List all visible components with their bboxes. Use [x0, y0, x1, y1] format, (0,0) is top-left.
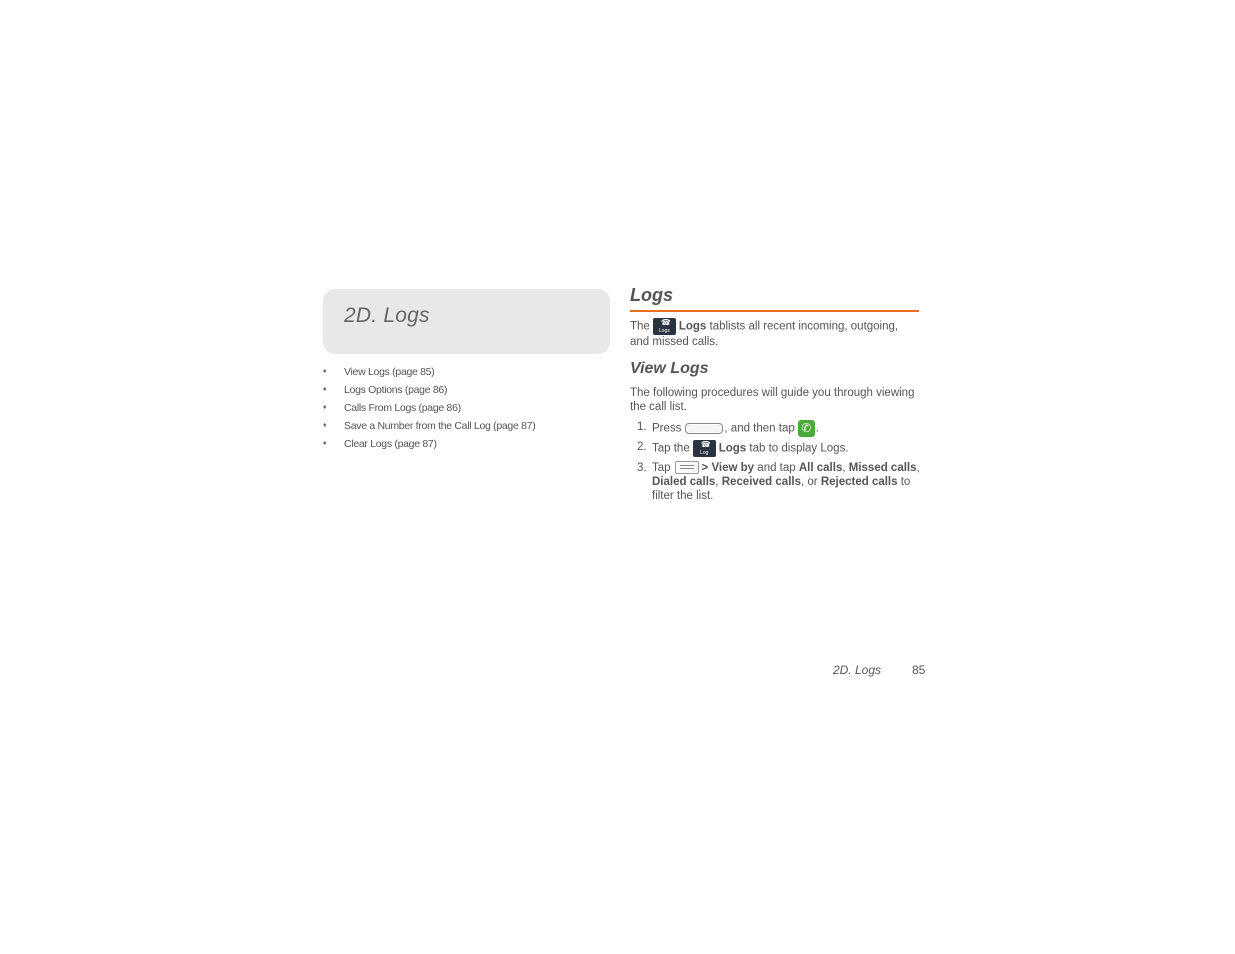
phone-app-icon: ✆ — [798, 420, 815, 437]
toc-item[interactable] — [323, 402, 613, 420]
step-bold-all-calls: All calls — [798, 462, 843, 474]
toc-item-text: Clear Logs (page 87) — [344, 438, 437, 450]
step-comma: , — [715, 476, 719, 488]
phone-handset-icon: ☎ — [700, 440, 711, 449]
subsection-intro: The following procedures will guide you through viewing the call list. — [630, 387, 915, 413]
chapter-header-box — [323, 289, 610, 354]
step-text-pre: Tap the — [652, 442, 690, 455]
step-number: 3. — [637, 462, 647, 474]
intro-text-bold: Logs — [678, 320, 707, 333]
step-text-post: , and then tap — [724, 422, 795, 435]
section-intro — [630, 318, 920, 349]
diamond-bullet-icon: ♦ — [323, 368, 327, 375]
step-comma: , — [842, 462, 846, 474]
step-text-pre: Tap — [652, 462, 671, 474]
menu-key-icon — [675, 461, 699, 474]
step-bold-missed-calls: Missed calls — [848, 462, 917, 474]
step-or: , or — [800, 476, 818, 488]
step-bold-rejected-calls: Rejected calls — [820, 476, 898, 488]
step-text: and tap — [757, 462, 796, 474]
chapter-title: 2D. Logs — [344, 304, 430, 327]
toc-item[interactable] — [323, 420, 613, 438]
diamond-bullet-icon: ♦ — [323, 404, 327, 411]
toc-item-text: Logs Options (page 86) — [344, 384, 448, 396]
step-text-bold: Logs — [718, 442, 747, 455]
page-number: 85 — [912, 663, 926, 677]
section-title: Logs — [630, 285, 673, 305]
step-gt: > — [701, 462, 709, 474]
step-number: 1. — [637, 421, 647, 433]
main-content — [630, 283, 920, 503]
step-item — [630, 461, 920, 503]
logs-tab-icon — [693, 440, 716, 457]
logs-icon-label: Logs — [658, 328, 670, 334]
diamond-bullet-icon: ♦ — [323, 386, 327, 393]
subsection-title: View Logs — [630, 360, 709, 377]
procedure-steps — [630, 420, 920, 503]
logs-tab-icon — [653, 318, 676, 335]
phone-handset-icon: ☎ — [660, 318, 671, 327]
section-divider — [630, 310, 919, 312]
chapter-toc — [323, 366, 613, 456]
step-bold-view-by: View by — [711, 462, 755, 474]
toc-item[interactable] — [323, 384, 613, 402]
diamond-bullet-icon: ♦ — [323, 422, 327, 429]
toc-item-text: View Logs (page 85) — [344, 366, 435, 378]
step-number: 2. — [637, 441, 647, 453]
toc-item-text: Save a Number from the Call Log (page 87) — [344, 420, 536, 432]
toc-item[interactable] — [323, 366, 613, 384]
intro-text-pre: The — [630, 320, 650, 333]
step-bold-received-calls: Received calls — [721, 476, 801, 488]
footer-section-name: 2D. Logs — [833, 663, 882, 677]
step-text-pre: Press — [652, 422, 682, 435]
home-key-icon — [685, 423, 723, 434]
step-item — [630, 420, 920, 440]
diamond-bullet-icon: ♦ — [323, 440, 327, 447]
step-item — [630, 440, 920, 461]
toc-item-text: Calls From Logs (page 86) — [344, 402, 461, 414]
logs-icon-label: Log — [700, 450, 709, 456]
step-text-end: . — [815, 422, 819, 435]
toc-item[interactable] — [323, 438, 613, 456]
step-bold-dialed-calls: Dialed calls — [652, 476, 716, 488]
step-text-end: to filter the list. — [652, 476, 911, 502]
intro-text-post: tablists all recent incoming, outgoing, and missed calls. — [630, 320, 899, 348]
step-comma: , — [916, 462, 920, 474]
step-text-post: tab to display Logs. — [749, 442, 849, 455]
